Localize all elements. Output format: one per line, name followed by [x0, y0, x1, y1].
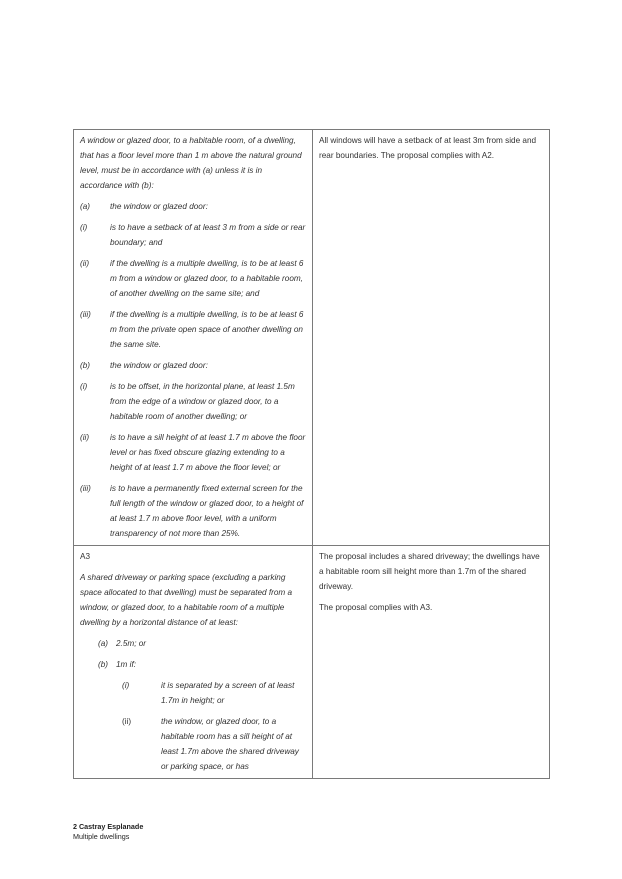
table-row [74, 130, 550, 546]
item-label: (a) [80, 202, 91, 211]
list-item [80, 358, 306, 373]
list-item [122, 714, 306, 774]
item-label: (i) [80, 223, 88, 232]
item-label: (ii) [80, 433, 90, 442]
item-label: (i) [80, 382, 88, 391]
item-text: 2.5m; or [116, 639, 147, 648]
item-text: it is separated by a screen of at least 1.7m in height; or [161, 681, 295, 705]
list-item [98, 636, 306, 651]
item-label: (ii) [122, 717, 132, 726]
item-text: is to be offset, in the horizontal plane, at least 1.5m from the edge of a window or glazed door, to a habitable room of another dwelling; or [110, 382, 295, 421]
list-item [80, 256, 306, 301]
list-item [80, 220, 306, 250]
item-text: the window or glazed door: [110, 361, 208, 370]
standard-code: A3 [80, 552, 91, 561]
item-text: is to have a permanently fixed external screen for the full length of the window or glazed door, to a height of at least 1.7 m above floor level, with a uniform transparency of not more than 25%. [110, 484, 304, 538]
item-text: if the dwelling is a multiple dwelling, is to be at least 6 m from a window or glazed door, to a habitable room, of another dwelling on the same site; and [110, 259, 304, 298]
standard-cell-a3 [74, 546, 313, 779]
standard-intro: A window or glazed door, to a habitable room, of a dwelling, that has a floor level more than 1 m above the natural ground level, must be in accordance with (a) unless it is in accordance with (b): [80, 136, 302, 190]
footer-address: 2 Castray Esplanade [73, 822, 144, 831]
item-text: is to have a setback of at least 3 m from a side or rear boundary; and [110, 223, 306, 247]
item-label: (i) [122, 681, 130, 690]
standard-cell-a2 [74, 130, 313, 546]
item-label: (iii) [80, 484, 91, 493]
assessment-text: All windows will have a setback of at least 3m from side and rear boundaries. The proposal complies with A2. [319, 136, 537, 160]
assessment-cell-a3 [313, 546, 550, 779]
standard-intro: A shared driveway or parking space (excluding a parking space allocated to that dwelling) must be separated from a window, or glazed door, to a habitable room of a multiple dwelling by a horizontal distance of at least: [80, 573, 293, 627]
compliance-table [73, 129, 550, 779]
page-footer [73, 822, 143, 842]
assessment-conclusion: The proposal complies with A3. [319, 603, 433, 612]
list-item [98, 657, 306, 672]
assessment-cell-a2 [313, 130, 550, 546]
item-label: (b) [80, 361, 91, 370]
list-item [80, 199, 306, 214]
list-item [80, 379, 306, 424]
list-item [80, 481, 306, 541]
item-text: the window or glazed door: [110, 202, 208, 211]
item-label: (b) [98, 660, 109, 669]
footer-description: Multiple dwellings [73, 832, 130, 841]
item-text: is to have a sill height of at least 1.7 m above the floor level or has fixed obscure glazing extending to a height of at least 1.7 m above the floor level; or [110, 433, 306, 472]
list-item [122, 678, 306, 708]
item-label: (a) [98, 639, 109, 648]
item-label: (ii) [80, 259, 90, 268]
item-label: (iii) [80, 310, 91, 319]
item-text: 1m if: [116, 660, 137, 669]
assessment-text: The proposal includes a shared driveway; the dwellings have a habitable room sill height more than 1.7m of the shared driveway. [319, 552, 540, 591]
item-text: the window, or glazed door, to a habitable room has a sill height of at least 1.7m above the shared driveway or parking space, or has [161, 717, 299, 771]
list-item [80, 430, 306, 475]
table-row [74, 546, 550, 779]
list-item [80, 307, 306, 352]
item-text: if the dwelling is a multiple dwelling, is to be at least 6 m from the private open space of another dwelling on the same site. [110, 310, 304, 349]
